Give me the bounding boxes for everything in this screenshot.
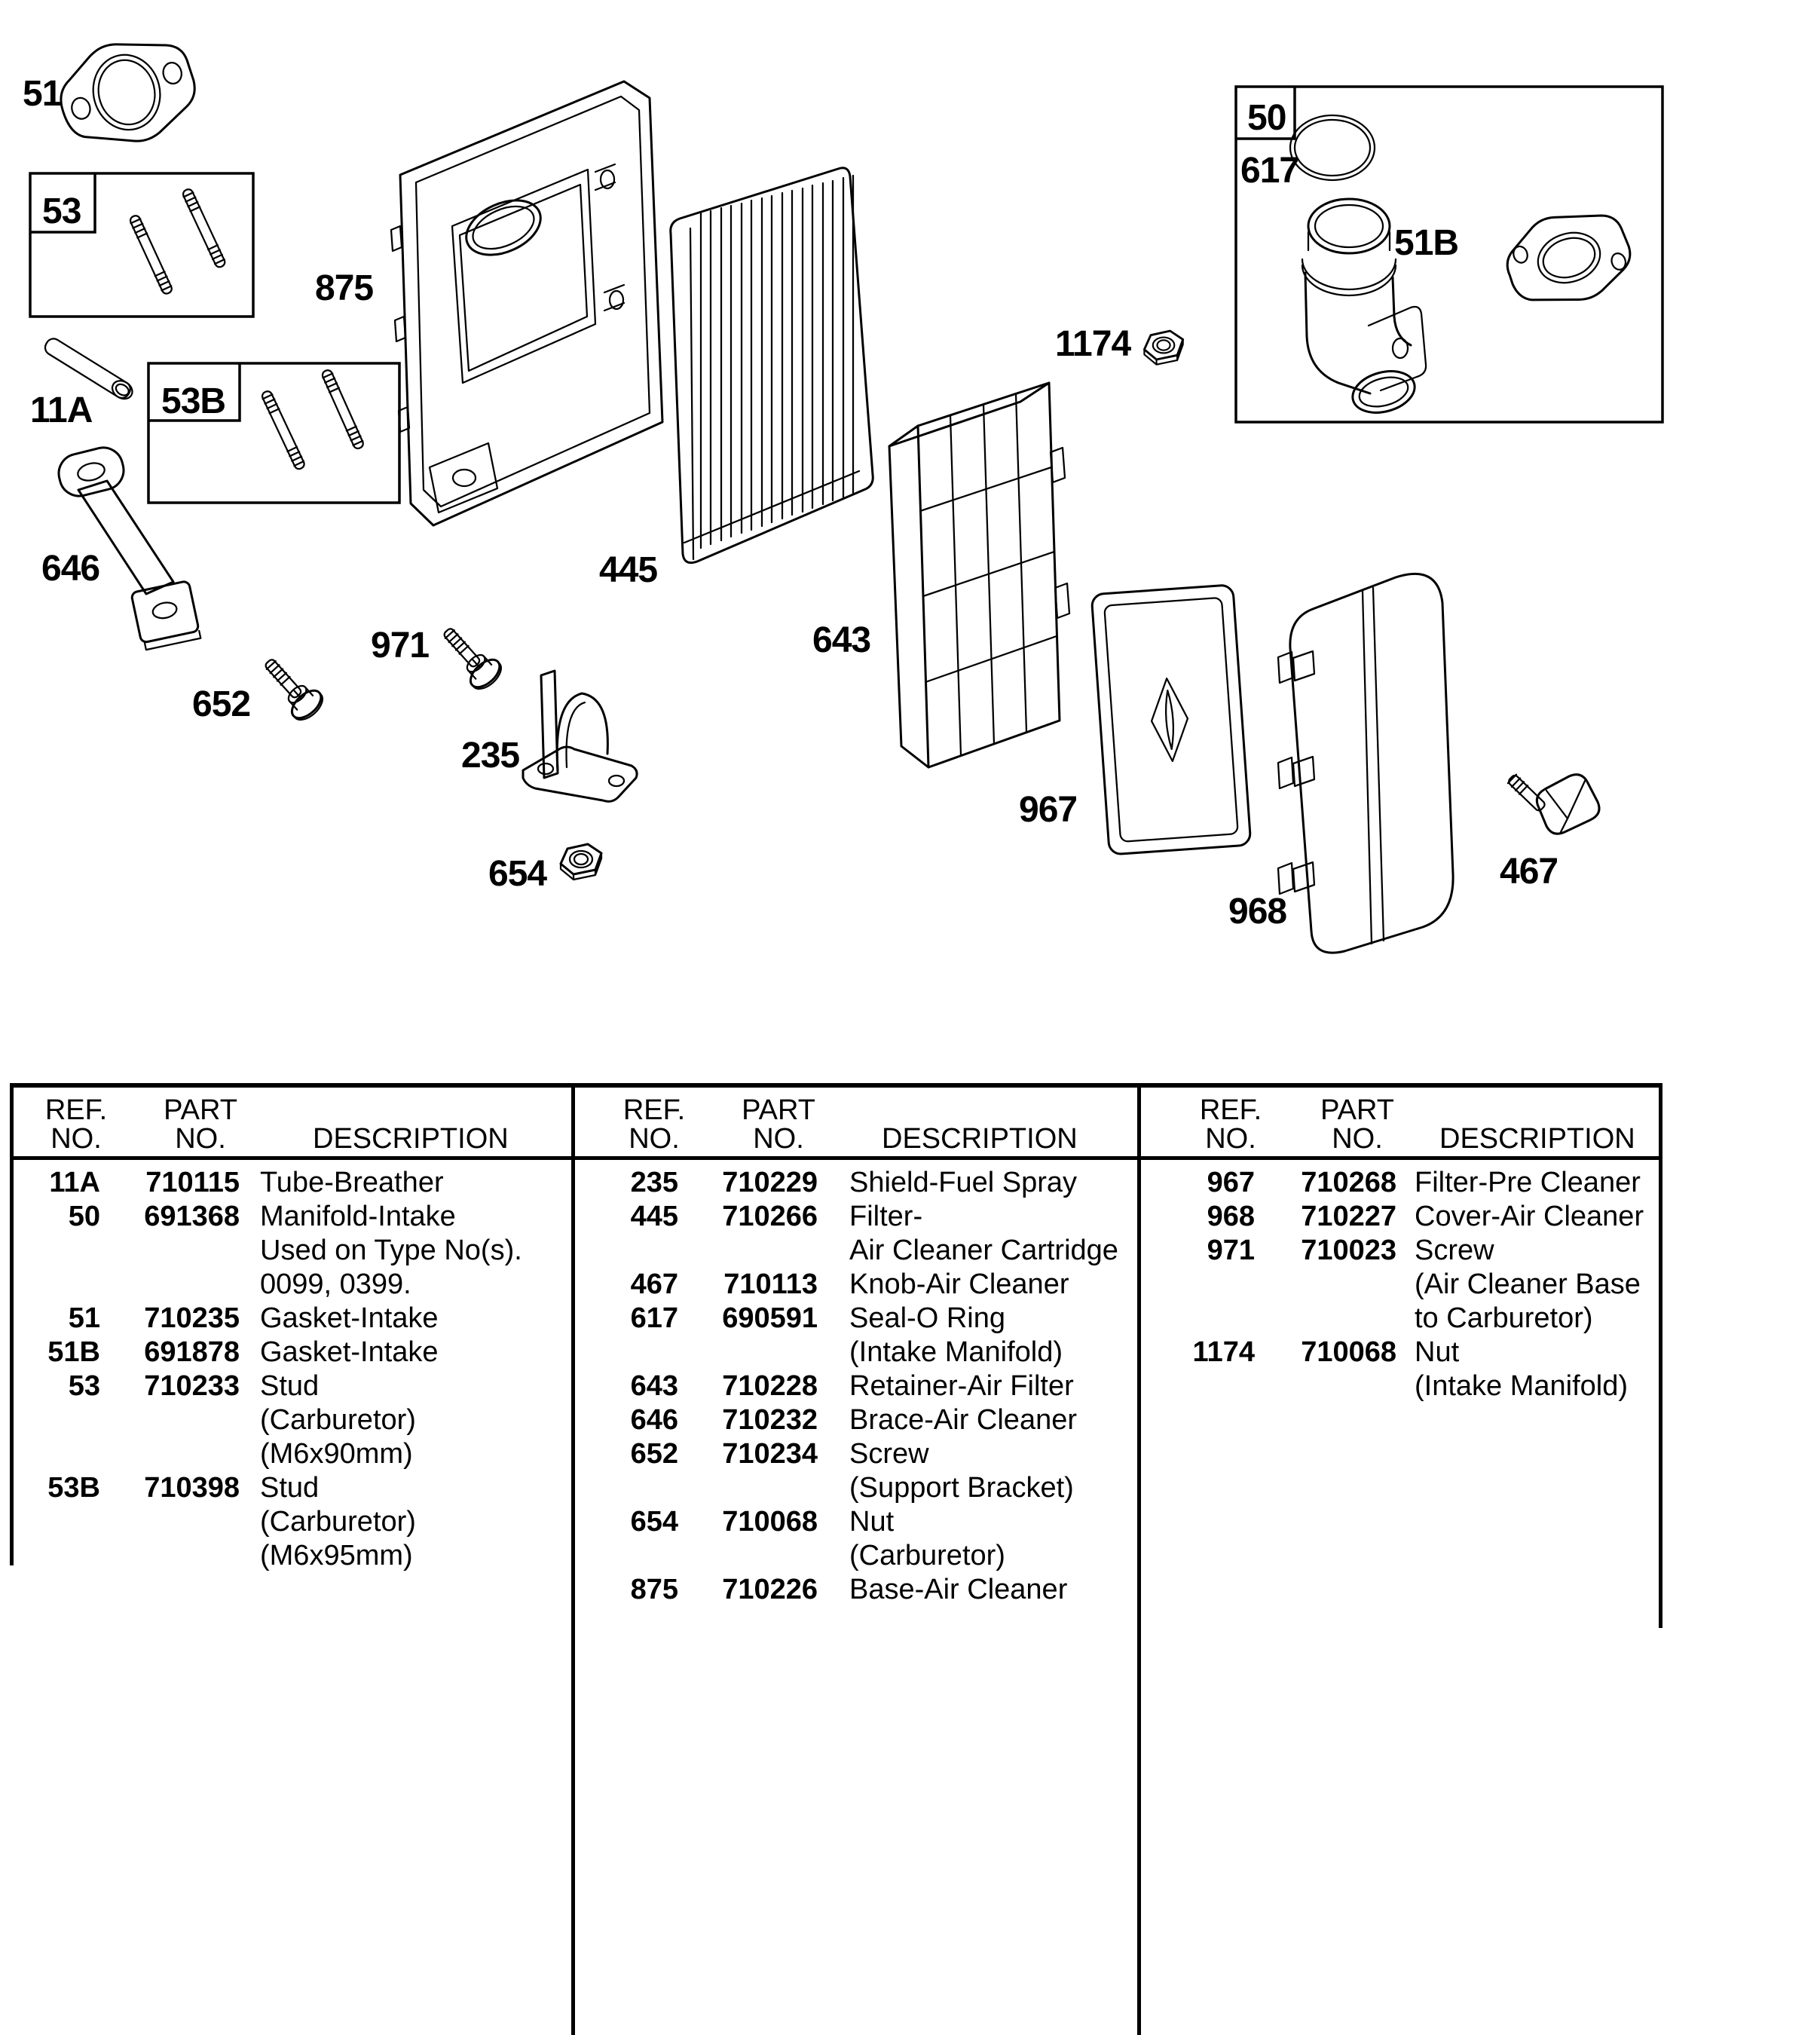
ref-no-cell: 445: [630, 1201, 678, 1232]
table-row: [15, 1472, 565, 1506]
part-label-967: 967: [1019, 790, 1078, 830]
part-label-654: 654: [488, 854, 547, 894]
part-label-11a: 11A: [30, 390, 93, 430]
table-row: [15, 1438, 565, 1472]
part-1174-nut: [1144, 331, 1182, 365]
description-cell: Filter-: [849, 1201, 923, 1232]
part-875-base-air-cleaner: [391, 81, 662, 525]
header-part-line2: NO.: [753, 1123, 804, 1155]
part-no-cell: 710023: [1301, 1235, 1396, 1266]
header-ref-line1: REF.: [622, 1094, 686, 1126]
table-row: [579, 1438, 1131, 1472]
table-row: [15, 1302, 565, 1336]
part-51-gasket-intake: [50, 27, 204, 158]
ref-no-cell: 1174: [1192, 1336, 1255, 1368]
part-no-cell: 710226: [722, 1574, 818, 1605]
part-label-467: 467: [1500, 852, 1558, 892]
part-label-53: 53: [42, 191, 81, 231]
part-label-53b: 53B: [161, 381, 226, 421]
table-row: [1145, 1268, 1653, 1302]
description-cell: Knob-Air Cleaner: [849, 1268, 1069, 1300]
part-no-cell: 710113: [723, 1268, 818, 1300]
part-no-cell: 691368: [144, 1201, 240, 1232]
description-cell: Tube-Breather: [260, 1167, 444, 1198]
description-cell: Seal-O Ring: [849, 1302, 1005, 1334]
part-no-cell: 710227: [1301, 1201, 1396, 1232]
description-cell: (Carburetor): [849, 1540, 1005, 1571]
part-label-1174: 1174: [1055, 324, 1131, 364]
description-cell: Gasket-Intake: [260, 1302, 439, 1334]
header-ref-line1: REF.: [44, 1094, 108, 1126]
part-no-cell: 691878: [144, 1336, 240, 1368]
part-no-cell: 710235: [144, 1302, 240, 1334]
table-row: [579, 1268, 1131, 1302]
header-part-line1: PART: [742, 1094, 815, 1126]
part-51b-gasket-intake: [1497, 197, 1641, 319]
table-row: [579, 1404, 1131, 1438]
description-cell: Used on Type No(s).: [260, 1235, 522, 1266]
table-left-border: [10, 1083, 14, 1565]
part-no-cell: 710266: [722, 1201, 818, 1232]
table-row: [15, 1201, 565, 1235]
description-cell: (Support Bracket): [849, 1472, 1074, 1504]
description-cell: (M6x90mm): [260, 1438, 413, 1470]
description-cell: Cover-Air Cleaner: [1415, 1201, 1644, 1232]
table-row: [1145, 1370, 1653, 1404]
part-no-cell: 710398: [144, 1472, 240, 1504]
description-cell: Base-Air Cleaner: [849, 1574, 1068, 1605]
table-row: [1145, 1336, 1653, 1370]
part-617-seal-o-ring: [1290, 115, 1375, 180]
description-cell: Retainer-Air Filter: [849, 1370, 1074, 1402]
ref-no-cell: 50: [68, 1201, 100, 1232]
header-ref-line2: NO.: [1205, 1123, 1256, 1155]
part-label-968: 968: [1228, 892, 1287, 932]
description-cell: (M6x95mm): [260, 1540, 413, 1571]
part-label-617: 617: [1240, 151, 1299, 191]
part-no-cell: 710232: [722, 1404, 818, 1436]
ref-no-cell: 53B: [47, 1472, 100, 1504]
parts-table-column-2: [579, 1167, 1131, 1608]
table-row: [1145, 1201, 1653, 1235]
ref-no-cell: 617: [630, 1302, 678, 1334]
part-label-971: 971: [371, 626, 430, 666]
part-no-cell: 710233: [144, 1370, 240, 1402]
table-row: [579, 1302, 1131, 1336]
part-label-652: 652: [192, 684, 251, 724]
header-description: DESCRIPTION: [882, 1123, 1078, 1155]
ref-no-cell: 875: [630, 1574, 678, 1605]
table-row: [579, 1574, 1131, 1608]
table-row: [1145, 1167, 1653, 1201]
part-label-445: 445: [599, 550, 658, 590]
part-label-646: 646: [41, 549, 100, 589]
description-cell: Stud: [260, 1370, 320, 1402]
table-divider-1: [571, 1083, 575, 2035]
description-cell: Nut: [849, 1506, 895, 1538]
header-ref-line2: NO.: [629, 1123, 680, 1155]
part-label-235: 235: [461, 736, 520, 776]
table-row: [15, 1268, 565, 1302]
table-row: [15, 1540, 565, 1574]
part-no-cell: 710229: [722, 1167, 818, 1198]
ref-no-cell: 51B: [47, 1336, 100, 1368]
part-label-51b: 51B: [1394, 223, 1459, 263]
description-cell: (Carburetor): [260, 1404, 416, 1436]
table-row: [579, 1235, 1131, 1268]
description-cell: (Intake Manifold): [1415, 1370, 1629, 1402]
description-cell: 0099, 0399.: [260, 1268, 411, 1300]
table-row: [579, 1540, 1131, 1574]
ref-no-cell: 11A: [49, 1167, 100, 1198]
table-row: [1145, 1302, 1653, 1336]
ref-no-cell: 968: [1207, 1201, 1255, 1232]
description-cell: to Carburetor): [1415, 1302, 1593, 1334]
part-646-brace-air-cleaner: [55, 443, 201, 650]
table-row: [15, 1167, 565, 1201]
table-row: [1145, 1235, 1653, 1268]
table-top-rule: [10, 1083, 1662, 1088]
ref-no-cell: 643: [630, 1370, 678, 1402]
part-label-50: 50: [1247, 98, 1286, 138]
ref-no-cell: 51: [68, 1302, 100, 1334]
header-part-line2: NO.: [1332, 1123, 1383, 1155]
description-cell: Screw: [1415, 1235, 1494, 1266]
table-row: [15, 1235, 565, 1268]
ref-no-cell: 235: [630, 1167, 678, 1198]
header-part-line1: PART: [1320, 1094, 1394, 1126]
ref-no-cell: 967: [1207, 1167, 1255, 1198]
part-967-filter-pre-cleaner: [1091, 585, 1251, 855]
description-cell: Screw: [849, 1438, 929, 1470]
table-row: [15, 1404, 565, 1438]
part-label-51: 51: [23, 74, 62, 114]
description-cell: Manifold-Intake: [260, 1201, 456, 1232]
ref-no-cell: 654: [630, 1506, 678, 1538]
ref-no-cell: 53: [68, 1370, 100, 1402]
part-no-cell: 710068: [1301, 1336, 1396, 1368]
part-no-cell: 690591: [722, 1302, 818, 1334]
table-row: [579, 1370, 1131, 1404]
header-ref-line2: NO.: [50, 1123, 102, 1155]
table-row: [579, 1336, 1131, 1370]
table-right-border: [1659, 1083, 1662, 1628]
table-row: [579, 1201, 1131, 1235]
description-cell: (Air Cleaner Base: [1415, 1268, 1641, 1300]
part-467-knob-air-cleaner: [1506, 773, 1599, 834]
part-no-cell: 710268: [1301, 1167, 1396, 1198]
header-part-line2: NO.: [175, 1123, 226, 1155]
part-no-cell: 710068: [722, 1506, 818, 1538]
ref-no-cell: 467: [630, 1268, 678, 1300]
part-968-cover-air-cleaner: [1278, 574, 1453, 953]
part-652-screw: [255, 650, 328, 725]
description-cell: Brace-Air Cleaner: [849, 1404, 1077, 1436]
parts-table-column-3: [1145, 1167, 1653, 1404]
table-row: [15, 1370, 565, 1404]
table-row: [15, 1336, 565, 1370]
ref-no-cell: 971: [1207, 1235, 1255, 1266]
description-cell: (Intake Manifold): [849, 1336, 1063, 1368]
part-no-cell: 710228: [722, 1370, 818, 1402]
part-654-nut: [561, 844, 601, 880]
parts-table-column-1: [15, 1167, 565, 1574]
header-description: DESCRIPTION: [313, 1123, 509, 1155]
table-divider-2: [1137, 1083, 1141, 2035]
part-label-643: 643: [812, 620, 871, 660]
description-cell: Shield-Fuel Spray: [849, 1167, 1078, 1198]
description-cell: (Carburetor): [260, 1506, 416, 1538]
header-description: DESCRIPTION: [1439, 1123, 1635, 1155]
part-971-screw: [434, 620, 506, 694]
header-part-line1: PART: [164, 1094, 237, 1126]
description-cell: Gasket-Intake: [260, 1336, 439, 1368]
description-cell: Stud: [260, 1472, 320, 1504]
table-header-rule: [10, 1156, 1662, 1160]
table-row: [15, 1506, 565, 1540]
part-643-retainer-air-filter: [889, 383, 1069, 767]
ref-no-cell: 646: [630, 1404, 678, 1436]
table-row: [579, 1167, 1131, 1201]
part-445-filter-cartridge: [671, 168, 873, 563]
part-label-875: 875: [315, 268, 374, 308]
part-no-cell: 710115: [145, 1167, 240, 1198]
table-row: [579, 1472, 1131, 1506]
header-ref-line1: REF.: [1199, 1094, 1262, 1126]
ref-no-cell: 652: [630, 1438, 678, 1470]
description-cell: Air Cleaner Cartridge: [849, 1235, 1118, 1266]
part-no-cell: 710234: [722, 1438, 818, 1470]
table-row: [579, 1506, 1131, 1540]
description-cell: Filter-Pre Cleaner: [1415, 1167, 1641, 1198]
description-cell: Nut: [1415, 1336, 1460, 1368]
part-235-shield-fuel-spray: [523, 671, 637, 801]
